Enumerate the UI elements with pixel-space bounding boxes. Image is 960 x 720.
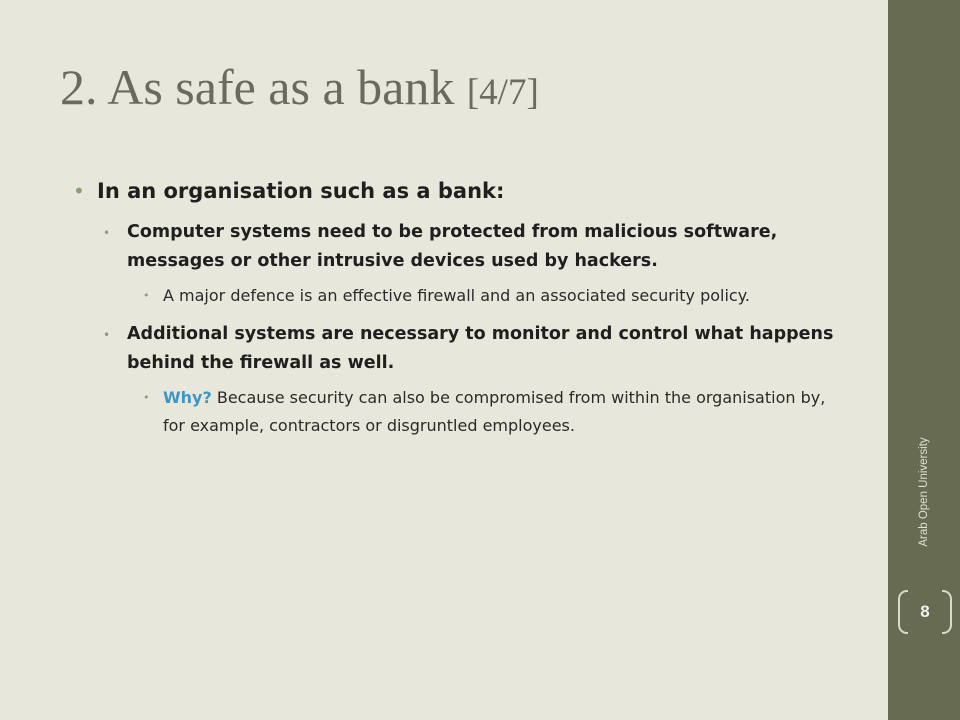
bullet-list bbox=[73, 176, 843, 450]
bullet-item-level2 bbox=[97, 218, 843, 310]
bullet-icon: • bbox=[73, 179, 85, 203]
page-number: 8 bbox=[920, 602, 930, 621]
sub-sub-bullet-list bbox=[127, 384, 843, 440]
bullet-item-level3 bbox=[127, 384, 843, 440]
sub-sub-bullet-list bbox=[127, 282, 843, 310]
page-number-box bbox=[898, 590, 952, 632]
bullet-text-level3 bbox=[163, 388, 825, 435]
why-explanation: Because security can also be compromised from within the organisation by, for example, contractors or disgruntled employees. bbox=[163, 388, 826, 435]
sub-bullet-list bbox=[97, 218, 843, 440]
slide-title bbox=[60, 58, 539, 116]
bullet-item-level3 bbox=[127, 282, 843, 310]
bullet-text-level2: Computer systems need to be protected from malicious software, messages or other intrusive devices used by hackers. bbox=[127, 222, 778, 271]
bullet-text-level3: A major defence is an effective firewall and an associated security policy. bbox=[163, 286, 750, 305]
why-highlight: Why? bbox=[163, 388, 212, 407]
bullet-icon: • bbox=[143, 289, 150, 302]
bullet-item-level1 bbox=[73, 176, 843, 440]
bullet-text-level1: In an organisation such as a bank: bbox=[97, 179, 505, 203]
bullet-text-level2: Additional systems are necessary to monitor and control what happens behind the firewall as well. bbox=[127, 324, 834, 373]
slide-title-main: 2. As safe as a bank bbox=[60, 59, 455, 115]
bullet-icon: • bbox=[103, 328, 111, 342]
slide-title-suffix: [4/7] bbox=[466, 72, 539, 113]
university-label: Arab Open University bbox=[918, 437, 930, 547]
bullet-item-level2 bbox=[97, 320, 843, 440]
bullet-icon: • bbox=[143, 391, 150, 404]
bullet-icon: • bbox=[103, 226, 111, 240]
